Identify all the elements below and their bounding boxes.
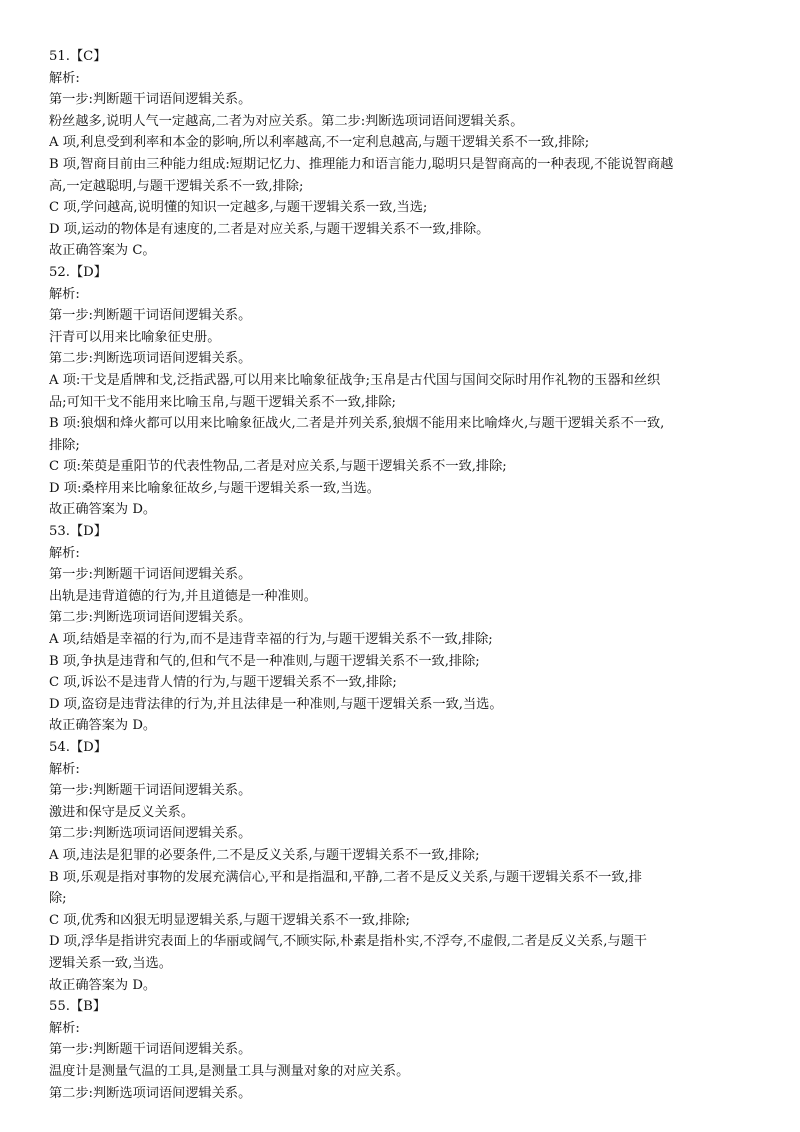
option-b-analysis-cont: 高,一定越聪明,与题干逻辑关系不一致,排除; — [49, 178, 304, 194]
option-d-analysis: D 项,运动的物体是有速度的,二者是对应关系,与题干逻辑关系不一致,排除。 — [49, 221, 490, 237]
explanation-text: 激进和保守是反义关系。 — [49, 804, 195, 820]
option-a-analysis-cont: 品;可知干戈不能用来比喻玉帛,与题干逻辑关系不一致,排除; — [49, 394, 396, 410]
question-number: 53.【D】 — [49, 524, 107, 540]
option-b-analysis: B 项,争执是违背和气的,但和气不是一种准则,与题干逻辑关系不一致,排除; — [49, 653, 480, 669]
option-b-analysis: B 项:狼烟和烽火都可以用来比喻象征战火,二者是并列关系,狼烟不能用来比喻烽火,与题干逻辑关系不一致, — [49, 416, 665, 432]
analysis-label: 解析: — [49, 286, 80, 302]
option-b-analysis-cont: 排除; — [49, 437, 80, 453]
option-d-analysis: D 项,盗窃是违背法律的行为,并且法律是一种准则,与题干逻辑关系一致,当选。 — [49, 696, 503, 712]
explanation-text: 出轨是违背道德的行为,并且道德是一种准则。 — [49, 588, 317, 604]
step-two: 第二步:判断选项词语间逻辑关系。 — [49, 826, 252, 842]
option-b-analysis: B 项,乐观是指对事物的发展充满信心,平和是指温和,平静,二者不是反义关系,与题干逻辑关系不一致,排 — [49, 869, 642, 885]
analysis-label: 解析: — [49, 761, 80, 777]
question-number: 54.【D】 — [49, 740, 107, 755]
analysis-label: 解析: — [49, 1020, 80, 1036]
final-answer: 故正确答案为 D。 — [49, 502, 157, 518]
final-answer: 故正确答案为 D。 — [49, 977, 157, 993]
option-b-analysis-cont: 除; — [49, 891, 67, 907]
step-two: 第二步:判断选项词语间逻辑关系。 — [49, 351, 252, 367]
option-c-analysis: C 项,学问越高,说明懂的知识一定越多,与题干逻辑关系一致,当选; — [49, 200, 428, 216]
option-a-analysis: A 项,利息受到利率和本金的影响,所以利率越高,不一定利息越高,与题干逻辑关系不一致,排除; — [49, 135, 590, 151]
step-two: 第二步:判断选项词语间逻辑关系。 — [49, 1085, 252, 1101]
explanation-text: 粉丝越多,说明人气一定越高,二者为对应关系。第二步:判断选项词语间逻辑关系。 — [49, 113, 524, 129]
option-d-analysis: D 项,浮华是指讲究表面上的华丽或阔气,不顾实际,朴素是指朴实,不浮夸,不虚假,二者是反义关系,与题干 — [49, 934, 647, 950]
step-one: 第一步:判断题干词语间逻辑关系。 — [49, 92, 252, 108]
option-c-analysis: C 项,优秀和凶狠无明显逻辑关系,与题干逻辑关系不一致,排除; — [49, 912, 410, 928]
step-one: 第一步:判断题干词语间逻辑关系。 — [49, 308, 252, 324]
final-answer: 故正确答案为 C。 — [49, 243, 156, 259]
step-one: 第一步:判断题干词语间逻辑关系。 — [49, 783, 252, 799]
option-a-analysis: A 项:干戈是盾牌和戈,泛指武器,可以用来比喻象征战争;玉帛是古代国与国间交际时用作礼物的玉器和丝织 — [49, 372, 661, 388]
question-number: 51.【C】 — [49, 49, 107, 64]
option-c-analysis: C 项,诉讼不是违背人情的行为,与题干逻辑关系不一致,排除; — [49, 675, 397, 691]
explanation-text: 温度计是测量气温的工具,是测量工具与测量对象的对应关系。 — [49, 1063, 410, 1079]
final-answer: 故正确答案为 D。 — [49, 718, 157, 734]
step-two: 第二步:判断选项词语间逻辑关系。 — [49, 610, 252, 626]
analysis-label: 解析: — [49, 545, 80, 561]
option-a-analysis: A 项,结婚是幸福的行为,而不是违背幸福的行为,与题干逻辑关系不一致,排除; — [49, 632, 493, 648]
option-a-analysis: A 项,违法是犯罪的必要条件,二不是反义关系,与题干逻辑关系不一致,排除; — [49, 847, 480, 863]
option-d-analysis: D 项:桑梓用来比喻象征故乡,与题干逻辑关系一致,当选。 — [49, 480, 380, 496]
answer-explanations — [49, 46, 754, 1104]
option-d-analysis-cont: 逻辑关系一致,当选。 — [49, 955, 172, 971]
analysis-label: 解析: — [49, 70, 80, 86]
step-one: 第一步:判断题干词语间逻辑关系。 — [49, 567, 252, 583]
explanation-text: 汗青可以用来比喻象征史册。 — [49, 329, 221, 345]
question-number: 55.【B】 — [49, 999, 107, 1015]
step-one: 第一步:判断题干词语间逻辑关系。 — [49, 1042, 252, 1058]
option-c-analysis: C 项:茱萸是重阳节的代表性物品,二者是对应关系,与题干逻辑关系不一致,排除; — [49, 459, 507, 475]
question-number: 52.【D】 — [49, 264, 107, 280]
option-b-analysis: B 项,智商目前由三种能力组成:短期记忆力、推理能力和语言能力,聪明只是智商高的一种表现,不能说智商越 — [49, 156, 674, 172]
